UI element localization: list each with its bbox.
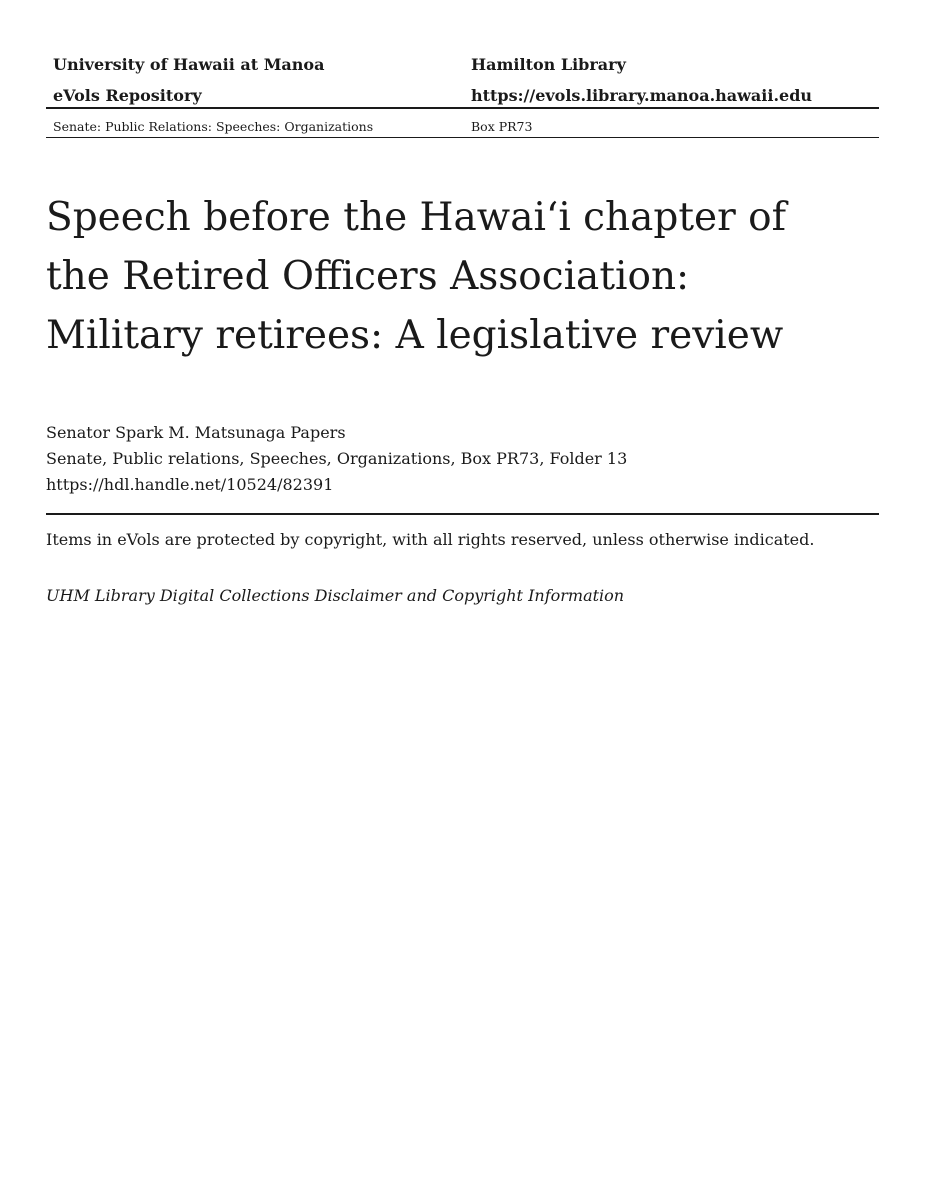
disclaimer-link[interactable]: UHM Library Digital Collections Disclaimer and Copyright Information	[46, 586, 625, 605]
document-metadata	[46, 420, 627, 498]
handle-link[interactable]: https://hdl.handle.net/10524/82391	[46, 475, 334, 494]
title-line-1: Speech before the Hawai‘i chapter of	[46, 195, 787, 240]
repository-name: eVols Repository	[53, 86, 202, 105]
header-table	[46, 52, 879, 114]
header-divider-top	[46, 107, 879, 109]
folder-location: Senate, Public relations, Speeches, Organizations, Box PR73, Folder 13	[46, 449, 628, 468]
box-number: Box PR73	[471, 119, 533, 134]
metadata-divider	[46, 513, 879, 515]
institution-name: University of Hawaii at Manoa	[53, 55, 325, 74]
document-title	[46, 188, 846, 365]
papers-collection: Senator Spark M. Matsunaga Papers	[46, 423, 346, 442]
copyright-statement: Items in eVols are protected by copyright, with all rights reserved, unless otherwise indicated.	[46, 530, 815, 549]
title-line-3: Military retirees: A legislative review	[46, 313, 784, 358]
title-line-2: the Retired Officers Association:	[46, 254, 690, 299]
header-row-2	[46, 83, 879, 114]
repository-url[interactable]: https://evols.library.manoa.hawaii.edu	[471, 86, 813, 105]
collection-path: Senate: Public Relations: Speeches: Organizations	[53, 119, 374, 134]
library-name: Hamilton Library	[471, 55, 626, 74]
header-row-1	[46, 52, 879, 83]
header-divider-bottom	[46, 137, 879, 138]
